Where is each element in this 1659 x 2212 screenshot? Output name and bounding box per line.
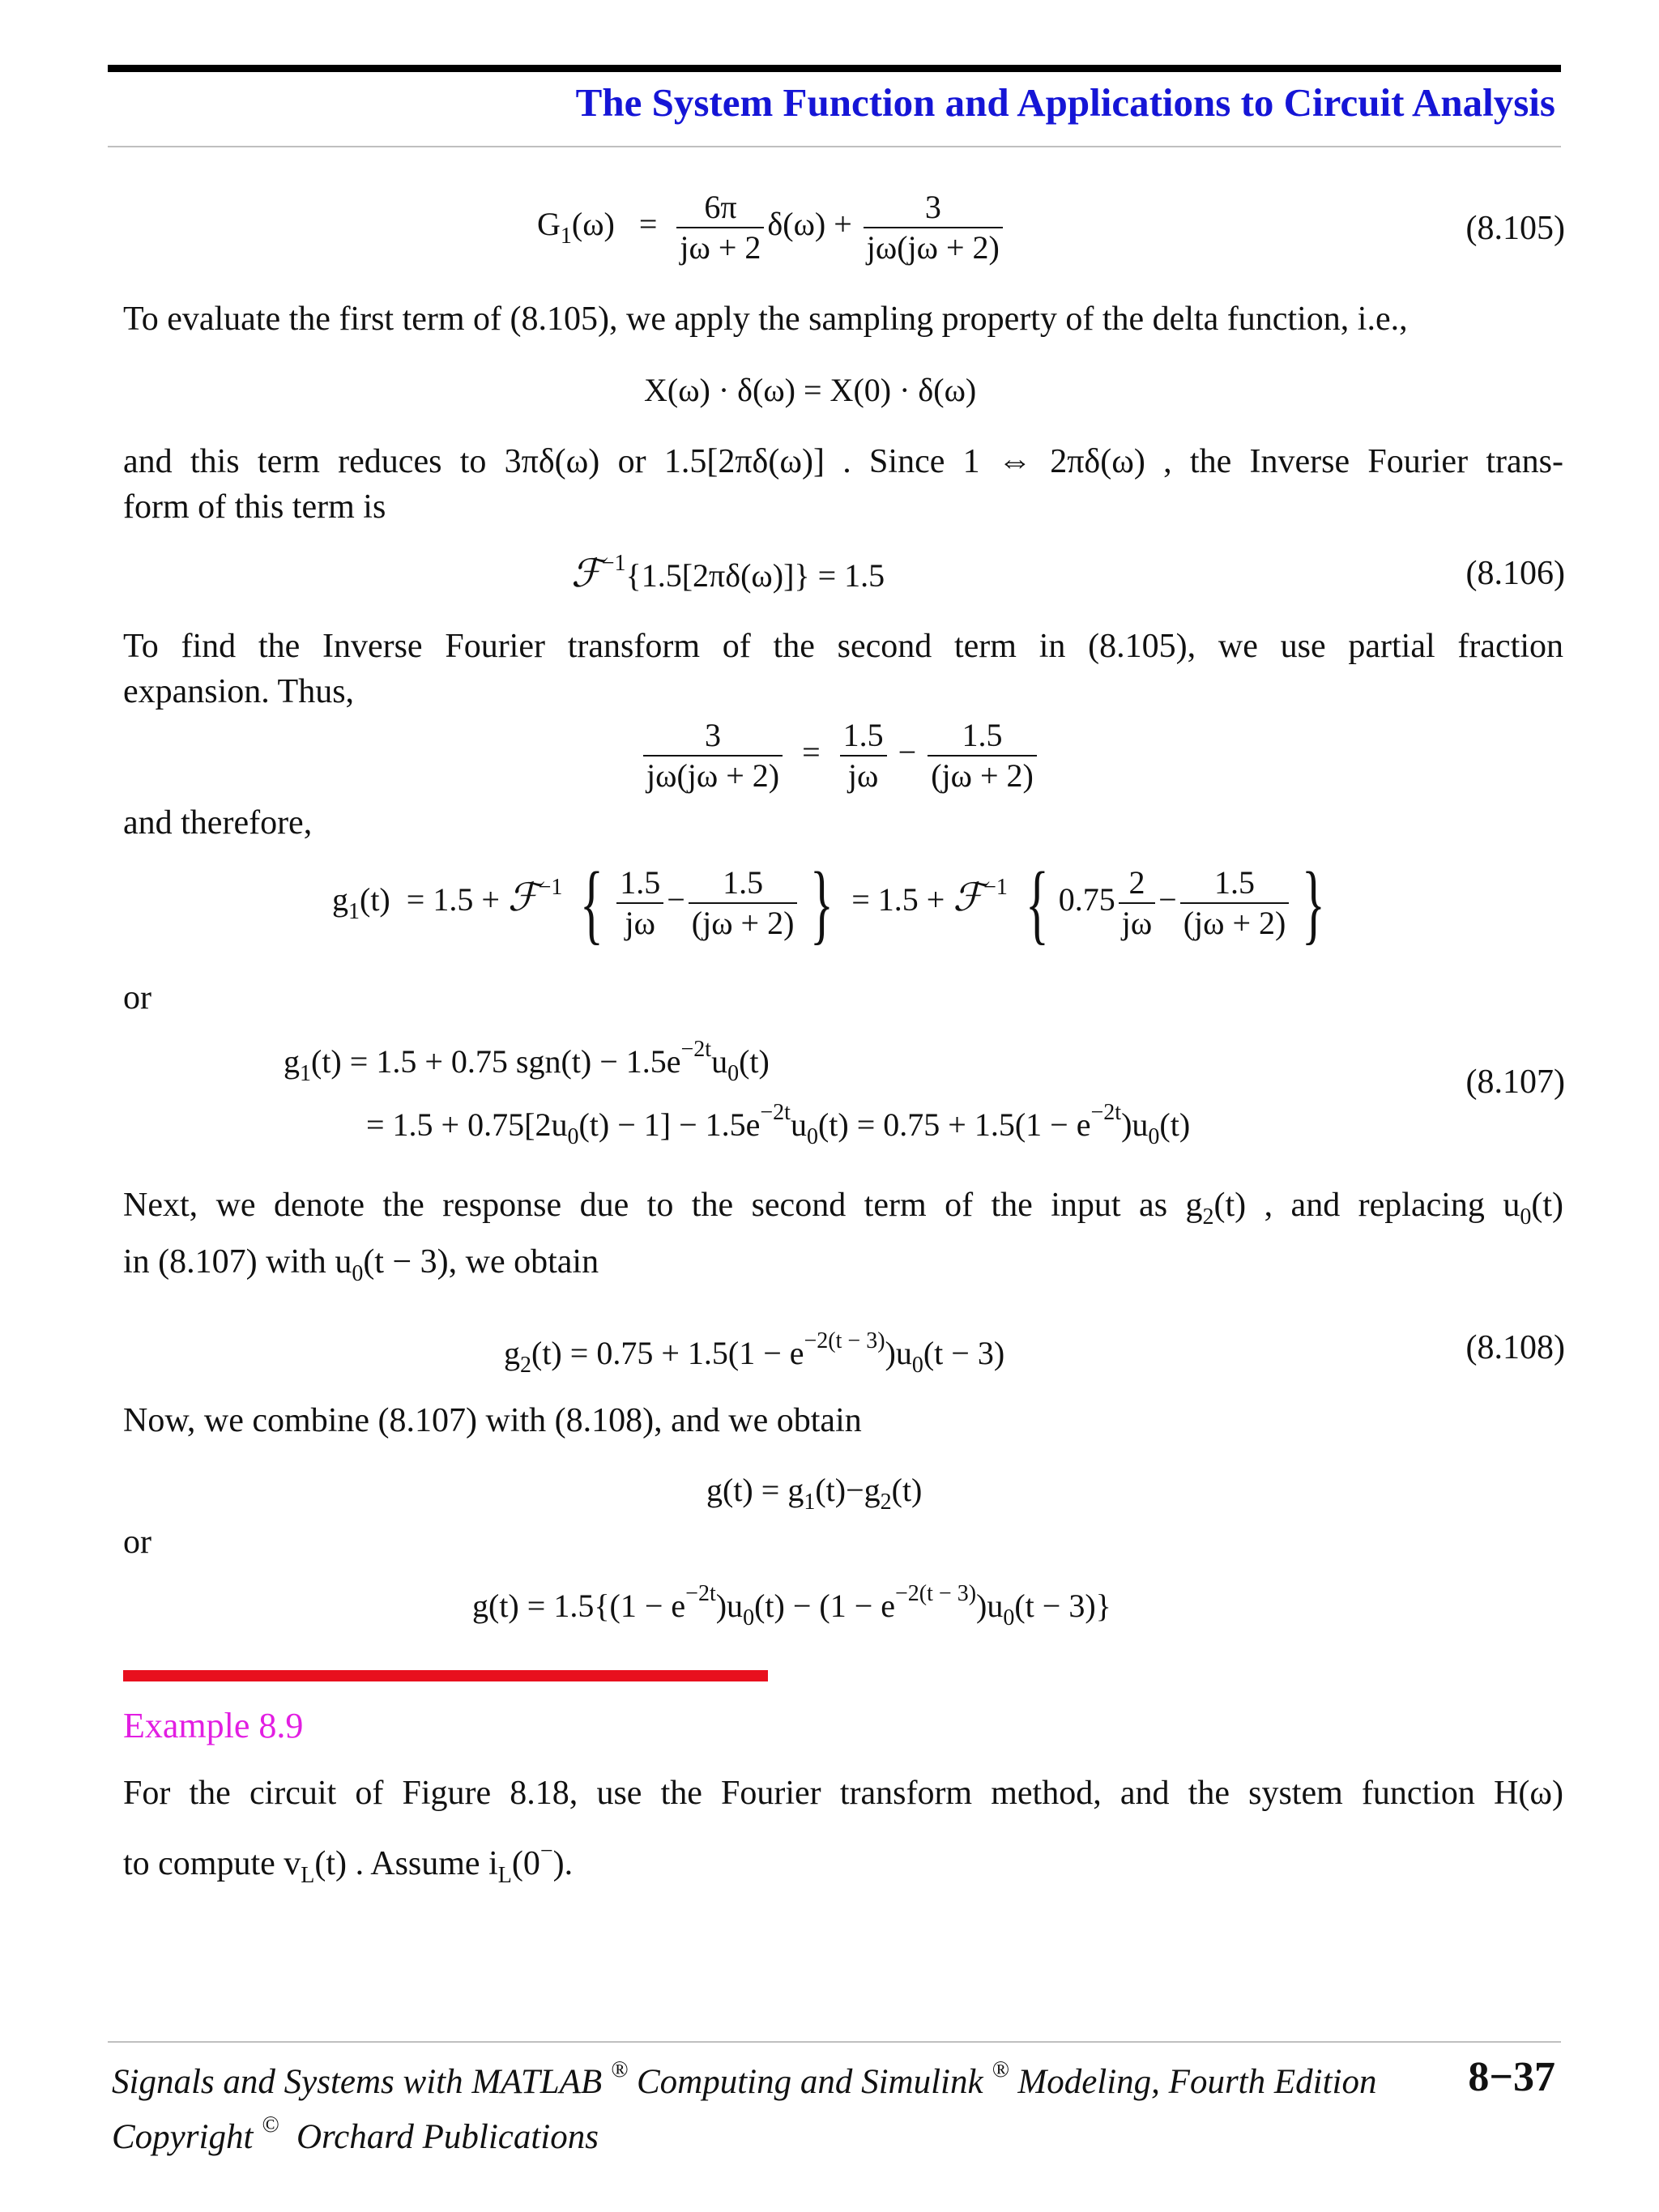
equation-final: $g(t) = 1.5\{(1 - e^{-2t})u_0(t) - (1 - e^{-2(t - 3)})u_0(t - 3)\}$ [472,1581,1111,1630]
example-title: Example 8.9 [123,1706,304,1745]
running-head: The System Function and Applications to Circuit Analysis [575,80,1555,125]
example-statement-line2: to compute $v_L(t)$ . Assume $i_L(0^-)$. [123,1839,574,1888]
equation-number-8-106: (8.106) [1465,555,1565,592]
paragraph-term-reduce-line2: form of this term is [123,488,386,526]
equation-g1-inverse: $g_1(t) = 1.5$ + ℱ$^{-1}$ { $\frac{1.5}{j\omega}$ − $\frac{1.5}{(j\omega + 2)}$ } = 1.5 + ℱ$^{-1}$ { 0.75 $\frac{2}{j\omega}$ − $\frac{1.5}{(j\omega + 2)}$ } [332,854,1326,953]
equation-8-107-line2: = $1.5 + 0.75[2u_0(t) - 1] - 1.5e^{-2t}u_0(t) = 0.75 + 1.5(1 - e^{-2t})u_0(t)$ [366,1100,1191,1149]
paragraph-second-term-line2: in (8.107) with $u_0(t - 3)$, we obtain [123,1243,599,1286]
left-brace-2: { [1025,854,1049,953]
paragraph-or-2: or [123,1524,151,1561]
equation-8-106: ℱ$^{-1}${1.5[2πδ(ω)]} = 1.5 [571,551,885,596]
left-brace-1: { [580,854,604,953]
equation-sampling: X(ω) · δ(ω) = X(0) · δ(ω) [644,372,977,408]
paragraph-partial-fraction-line2: expansion. Thus, [123,673,355,710]
header-divider [108,146,1561,147]
example-statement-line1: For the circuit of Figure 8.18, use the Fourier transform method, and the system function H(ω) [123,1775,1563,1812]
paragraph-sampling: To evaluate the first term of (8.105), we apply the sampling property of the delta function, i.e., [123,300,1408,338]
equation-g-combined: $g(t) = g_1(t)-g_2(t)$ [706,1472,923,1515]
paragraph-combine: Now, we combine (8.107) with (8.108), and we obtain [123,1402,862,1439]
top-rule [108,65,1561,72]
paragraph-partial-fraction-line1: To find the Inverse Fourier transform of the second term in (8.105), we use partial fraction [123,628,1563,665]
equation-8-107-line1: $g_1(t) = 1.5 + 0.75$ $sgn(t) - 1.5e^{-2t}u_0(t)$ [284,1037,770,1086]
right-brace-2: } [1302,854,1326,953]
page-number: 8−37 [1468,2054,1555,2100]
equation-number-8-105: (8.105) [1465,210,1565,247]
equation-number-8-108: (8.108) [1465,1329,1565,1366]
equation-8-105: $G_1(\omega)$ = $\frac{6\pi}{j\omega + 2}$ δ(ω) + $\frac{3}{j\omega(j\omega + 2)}$ [537,188,1006,267]
footer-divider [108,2041,1561,2043]
paragraph-second-term-line1: Next, we denote the response due to the second term of the input as $g_2(t)$ , and replacing $u_0(t)$ [123,1187,1564,1230]
example-divider-bar [123,1670,768,1681]
paragraph-and-therefore: and therefore, [123,804,313,842]
paragraph-or-1: or [123,979,151,1016]
footer-copyright: Copyright © Orchard Publications [112,2112,599,2156]
paragraph-term-reduce-line1: and this term reduces to 3πδ(ω) or 1.5[2πδ(ω)] . Since 1 ⇔ 2πδ(ω) , the Inverse Fourier trans- [123,443,1563,480]
equation-partial-fraction: $\frac{3}{j\omega(j\omega + 2)}$ = $\frac{1.5}{j\omega}$ − $\frac{1.5}{(j\omega + 2)}$ [640,716,1040,795]
footer-book-title: Signals and Systems with MATLAB ® Computing and Simulink ® Modeling, Fourth Edition [112,2057,1377,2101]
equation-number-8-107: (8.107) [1465,1063,1565,1101]
right-brace-1: } [810,854,834,953]
equation-8-108: $g_2(t) = 0.75 + 1.5(1 - e^{-2(t - 3)})u_0(t - 3)$ [504,1328,1005,1378]
